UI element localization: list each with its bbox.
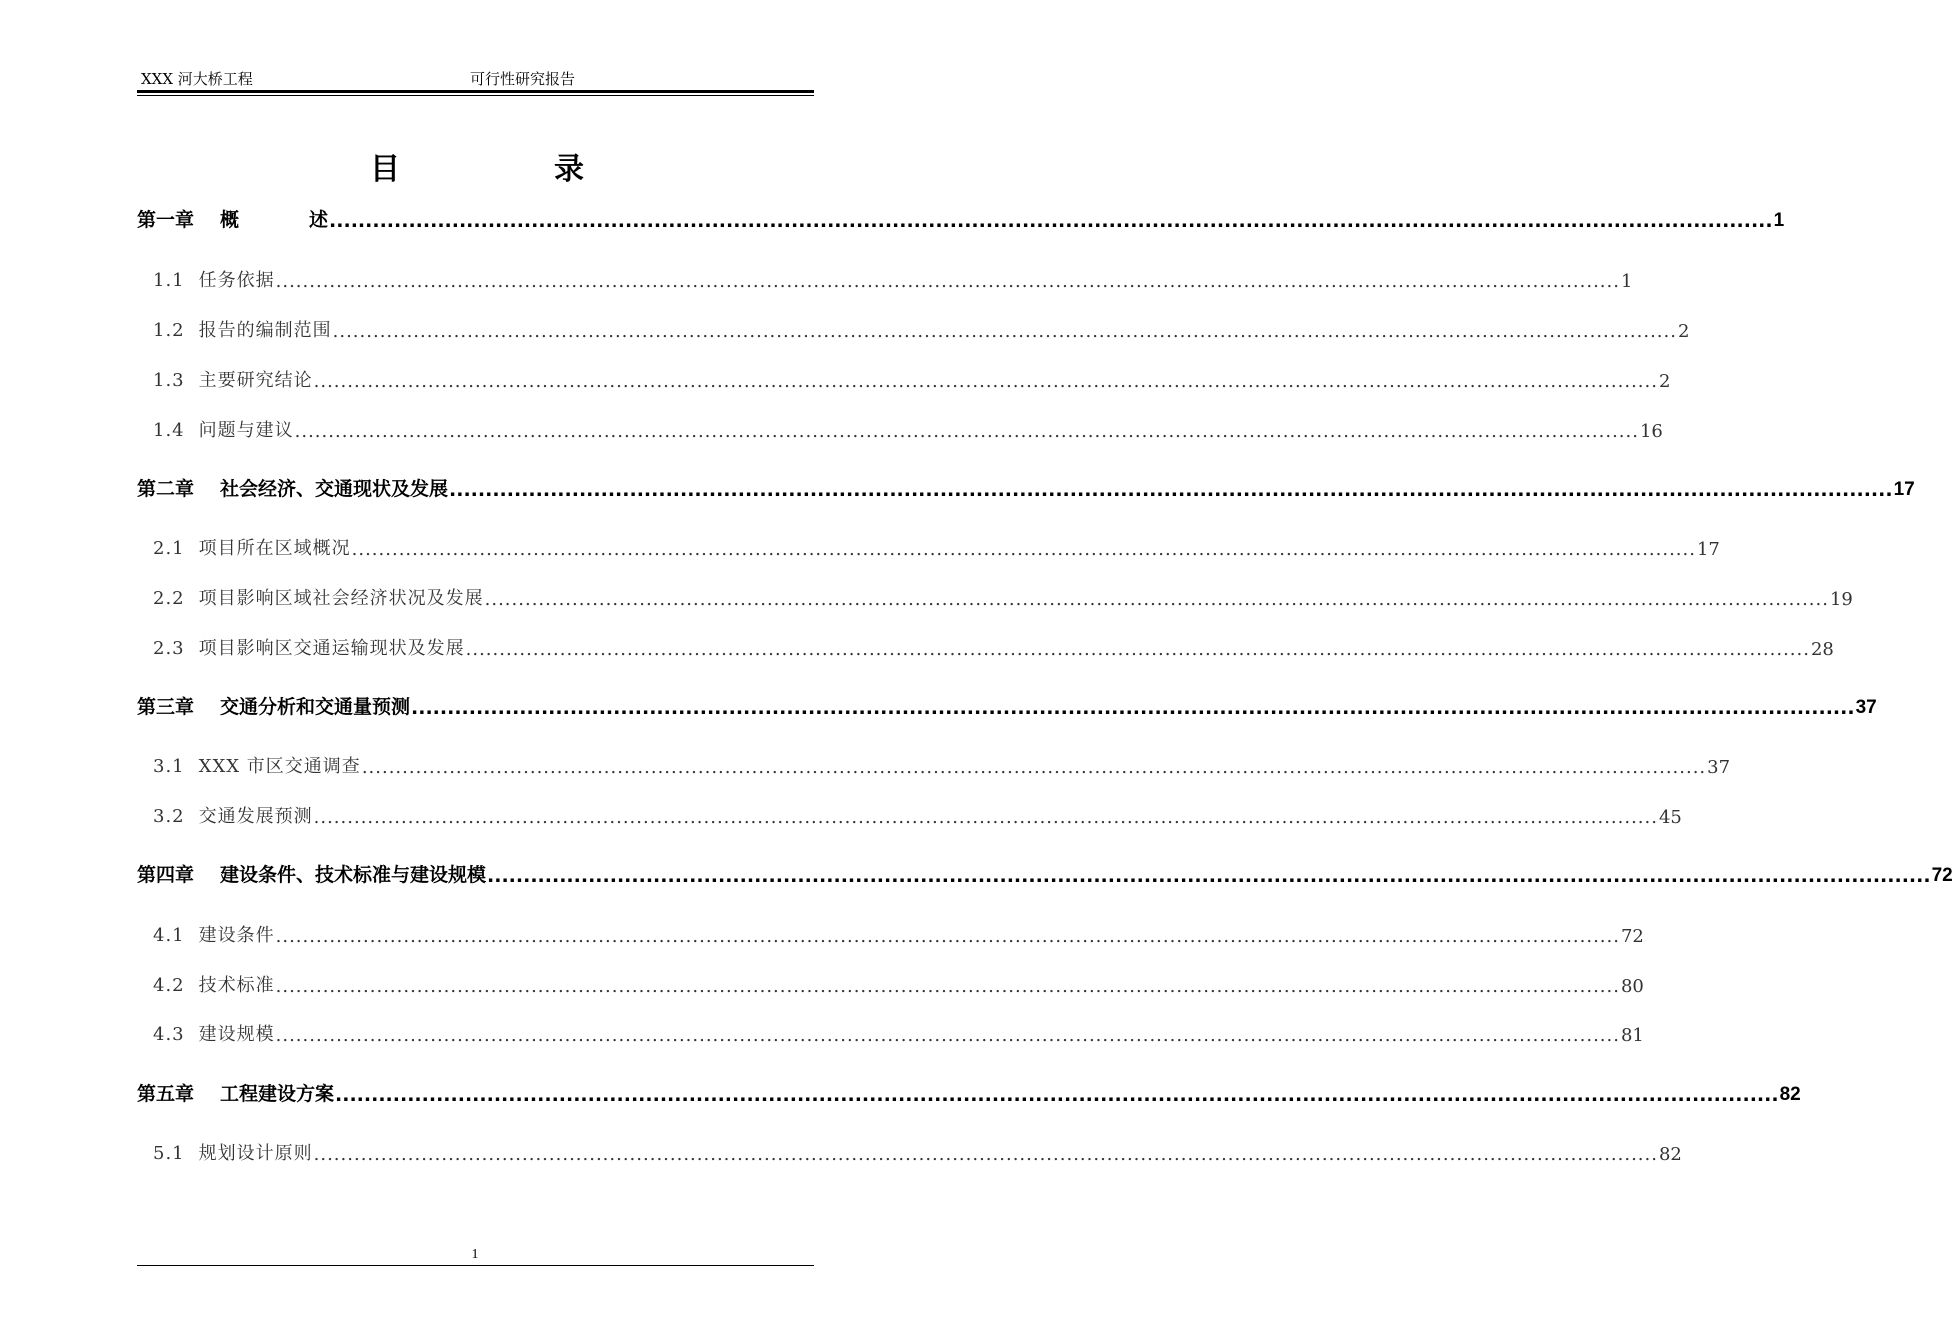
- toc-page-number: 17: [1893, 479, 1915, 500]
- toc-section-entry[interactable]: [153, 262, 1633, 292]
- toc-title-char-2: 录: [554, 152, 584, 187]
- toc-entry-text: [153, 752, 361, 778]
- toc-entry-text: [153, 1020, 275, 1046]
- toc-entry-title: 交通分析和交通量预测: [220, 696, 411, 718]
- toc-entry-text: [153, 366, 313, 392]
- toc-dot-leader: ........................................................................................................................................................................................................: [275, 926, 1620, 947]
- toc-dot-leader: ........................................................................................................................................................................................................: [275, 1025, 1620, 1046]
- toc-entry-number: 4.1: [153, 925, 185, 946]
- toc-chapter-entry[interactable]: [137, 471, 1915, 501]
- toc-title: [137, 140, 814, 187]
- toc-entry-title: 述: [309, 209, 329, 231]
- toc-entry-title: 建设规模: [198, 1024, 275, 1045]
- toc-page-number: 82: [1779, 1084, 1801, 1105]
- toc-dot-leader: ........................................................................................................................................................................................................: [275, 271, 1620, 292]
- toc-chapter-entry[interactable]: [137, 857, 1953, 887]
- toc-entry-number: 第四章: [137, 864, 195, 886]
- toc-entry-number: 3.1: [153, 756, 185, 777]
- toc-page-number: 81: [1620, 1025, 1644, 1046]
- toc-entry-text: [153, 634, 465, 660]
- toc-page-number: 16: [1639, 421, 1663, 442]
- toc-entry-title: 技术标准: [198, 975, 275, 996]
- toc-page-number: 37: [1707, 757, 1731, 778]
- toc-entry-title: 主要研究结论: [198, 370, 313, 391]
- toc-entry-text: [153, 802, 313, 828]
- toc-section-entry[interactable]: [153, 630, 1834, 660]
- toc-section-entry[interactable]: [153, 1135, 1682, 1165]
- toc-entry-text: [153, 1139, 313, 1165]
- toc-dot-leader: ........................................................................................................................................................................................................: [465, 639, 1810, 660]
- toc-section-entry[interactable]: [153, 917, 1644, 947]
- toc-entry-title: 项目所在区域概况: [198, 538, 351, 559]
- toc-dot-leader: ........................................................................................................................................................................................................: [329, 210, 1773, 232]
- toc-entry-text: [153, 534, 351, 560]
- toc-page-number: 2: [1677, 321, 1690, 342]
- toc-dot-leader: ........................................................................................................................................................................................................: [332, 321, 1677, 342]
- toc-entry-title: 项目影响区域社会经济状况及发展: [198, 588, 484, 609]
- toc-entry-title: XXX 市区交通调查: [198, 756, 361, 777]
- footer-rule: [137, 1265, 814, 1266]
- toc-entry-number: 5.1: [153, 1143, 185, 1164]
- toc-entry-number: 2.1: [153, 538, 185, 559]
- toc-entry-title: 工程建设方案: [220, 1083, 335, 1105]
- toc-entry-title: 交通发展预测: [198, 806, 313, 827]
- toc-dot-leader: ........................................................................................................................................................................................................: [313, 1144, 1658, 1165]
- toc-title-char-1: 目: [370, 152, 400, 187]
- toc-page-number: 1: [1620, 271, 1633, 292]
- toc-dot-leader: ........................................................................................................................................................................................................: [294, 421, 1639, 442]
- toc-dot-leader: ........................................................................................................................................................................................................: [449, 479, 1893, 501]
- toc-chapter-entry[interactable]: [137, 689, 1877, 719]
- toc-entry-text: [137, 860, 486, 887]
- toc-section-entry[interactable]: [153, 412, 1663, 442]
- toc-section-entry[interactable]: [153, 967, 1644, 997]
- toc-entry-title: 社会经济、交通现状及发展: [220, 478, 449, 500]
- toc-page-number: 1: [1773, 210, 1785, 231]
- toc-dot-leader: ........................................................................................................................................................................................................: [313, 371, 1658, 392]
- toc-dot-leader: ........................................................................................................................................................................................................: [487, 865, 1931, 887]
- toc-entry-number: 第一章: [137, 209, 195, 231]
- toc-entry-text: [153, 266, 275, 292]
- toc-entry-number: 3.2: [153, 806, 185, 827]
- toc-entry-text: [153, 921, 275, 947]
- toc-page-number: 17: [1696, 539, 1720, 560]
- footer-page-number: 1: [471, 1247, 479, 1262]
- toc-chapter-entry[interactable]: [137, 1076, 1801, 1106]
- header-project-name: XXX 河大桥工程: [141, 70, 253, 88]
- toc-entry-text: [153, 416, 294, 442]
- toc-entry-number: 1.2: [153, 320, 185, 341]
- toc-entry-title: 建设条件、技术标准与建设规模: [220, 864, 487, 886]
- toc-dot-leader: ........................................................................................................................................................................................................: [275, 976, 1620, 997]
- toc-page-number: 45: [1658, 807, 1682, 828]
- toc-entry-number: 第二章: [137, 478, 195, 500]
- page-header: [137, 64, 814, 90]
- toc-entry-number: 第三章: [137, 696, 195, 718]
- toc-entry-title: 报告的编制范围: [198, 320, 332, 341]
- toc-entry-text: [153, 316, 332, 342]
- toc-entry-number: 1.4: [153, 420, 185, 441]
- toc-entry-title: 项目影响区交通运输现状及发展: [198, 638, 465, 659]
- toc-page-number: 19: [1829, 589, 1853, 610]
- toc-page-number: 37: [1855, 697, 1877, 718]
- header-rule-thin: [137, 95, 814, 96]
- toc-entry-title: 问题与建议: [198, 420, 294, 441]
- toc-section-entry[interactable]: [153, 798, 1682, 828]
- toc-section-entry[interactable]: [153, 580, 1853, 610]
- toc-entry-number: 1.3: [153, 370, 185, 391]
- toc-entry-title: 建设条件: [198, 925, 275, 946]
- toc-section-entry[interactable]: [153, 362, 1671, 392]
- toc-section-entry[interactable]: [153, 530, 1720, 560]
- toc-dot-leader: ........................................................................................................................................................................................................: [411, 697, 1855, 719]
- toc-entry-title: 概: [220, 209, 240, 231]
- toc-page-number: 72: [1620, 926, 1644, 947]
- toc-entry-number: 4.3: [153, 1024, 185, 1045]
- toc-entry-number: 2.3: [153, 638, 185, 659]
- toc-dot-leader: ........................................................................................................................................................................................................: [351, 539, 1696, 560]
- toc-entry-number: 第五章: [137, 1083, 195, 1105]
- toc-page-number: 82: [1658, 1144, 1682, 1165]
- toc-dot-leader: ........................................................................................................................................................................................................: [484, 589, 1829, 610]
- toc-entry-text: [153, 971, 275, 997]
- toc-entry-text: [137, 692, 410, 719]
- toc-section-entry[interactable]: [153, 1016, 1644, 1046]
- toc-section-entry[interactable]: [153, 312, 1690, 342]
- toc-entry-number: 2.2: [153, 588, 185, 609]
- toc-page-number: 28: [1810, 639, 1834, 660]
- toc-page-number: 80: [1620, 976, 1644, 997]
- toc-section-entry[interactable]: [153, 748, 1731, 778]
- toc-entry-title: 规划设计原则: [198, 1143, 313, 1164]
- header-rule-thick: [137, 90, 814, 93]
- toc-entry-text: [137, 474, 448, 501]
- toc-page-number: 2: [1658, 371, 1671, 392]
- toc-dot-leader: ........................................................................................................................................................................................................: [335, 1084, 1779, 1106]
- toc-entry-title: 任务依据: [198, 270, 275, 291]
- toc-entry-number: 1.1: [153, 270, 185, 291]
- toc-entry-text: [153, 584, 484, 610]
- header-report-type: 可行性研究报告: [470, 70, 576, 88]
- toc-dot-leader: ........................................................................................................................................................................................................: [361, 757, 1707, 778]
- toc-chapter-entry[interactable]: [137, 202, 1785, 232]
- toc-entry-number: 4.2: [153, 975, 185, 996]
- toc-dot-leader: ........................................................................................................................................................................................................: [313, 807, 1658, 828]
- toc-page-number: 72: [1931, 865, 1953, 886]
- toc-entry-text: [137, 205, 328, 232]
- toc-entry-text: [137, 1079, 334, 1106]
